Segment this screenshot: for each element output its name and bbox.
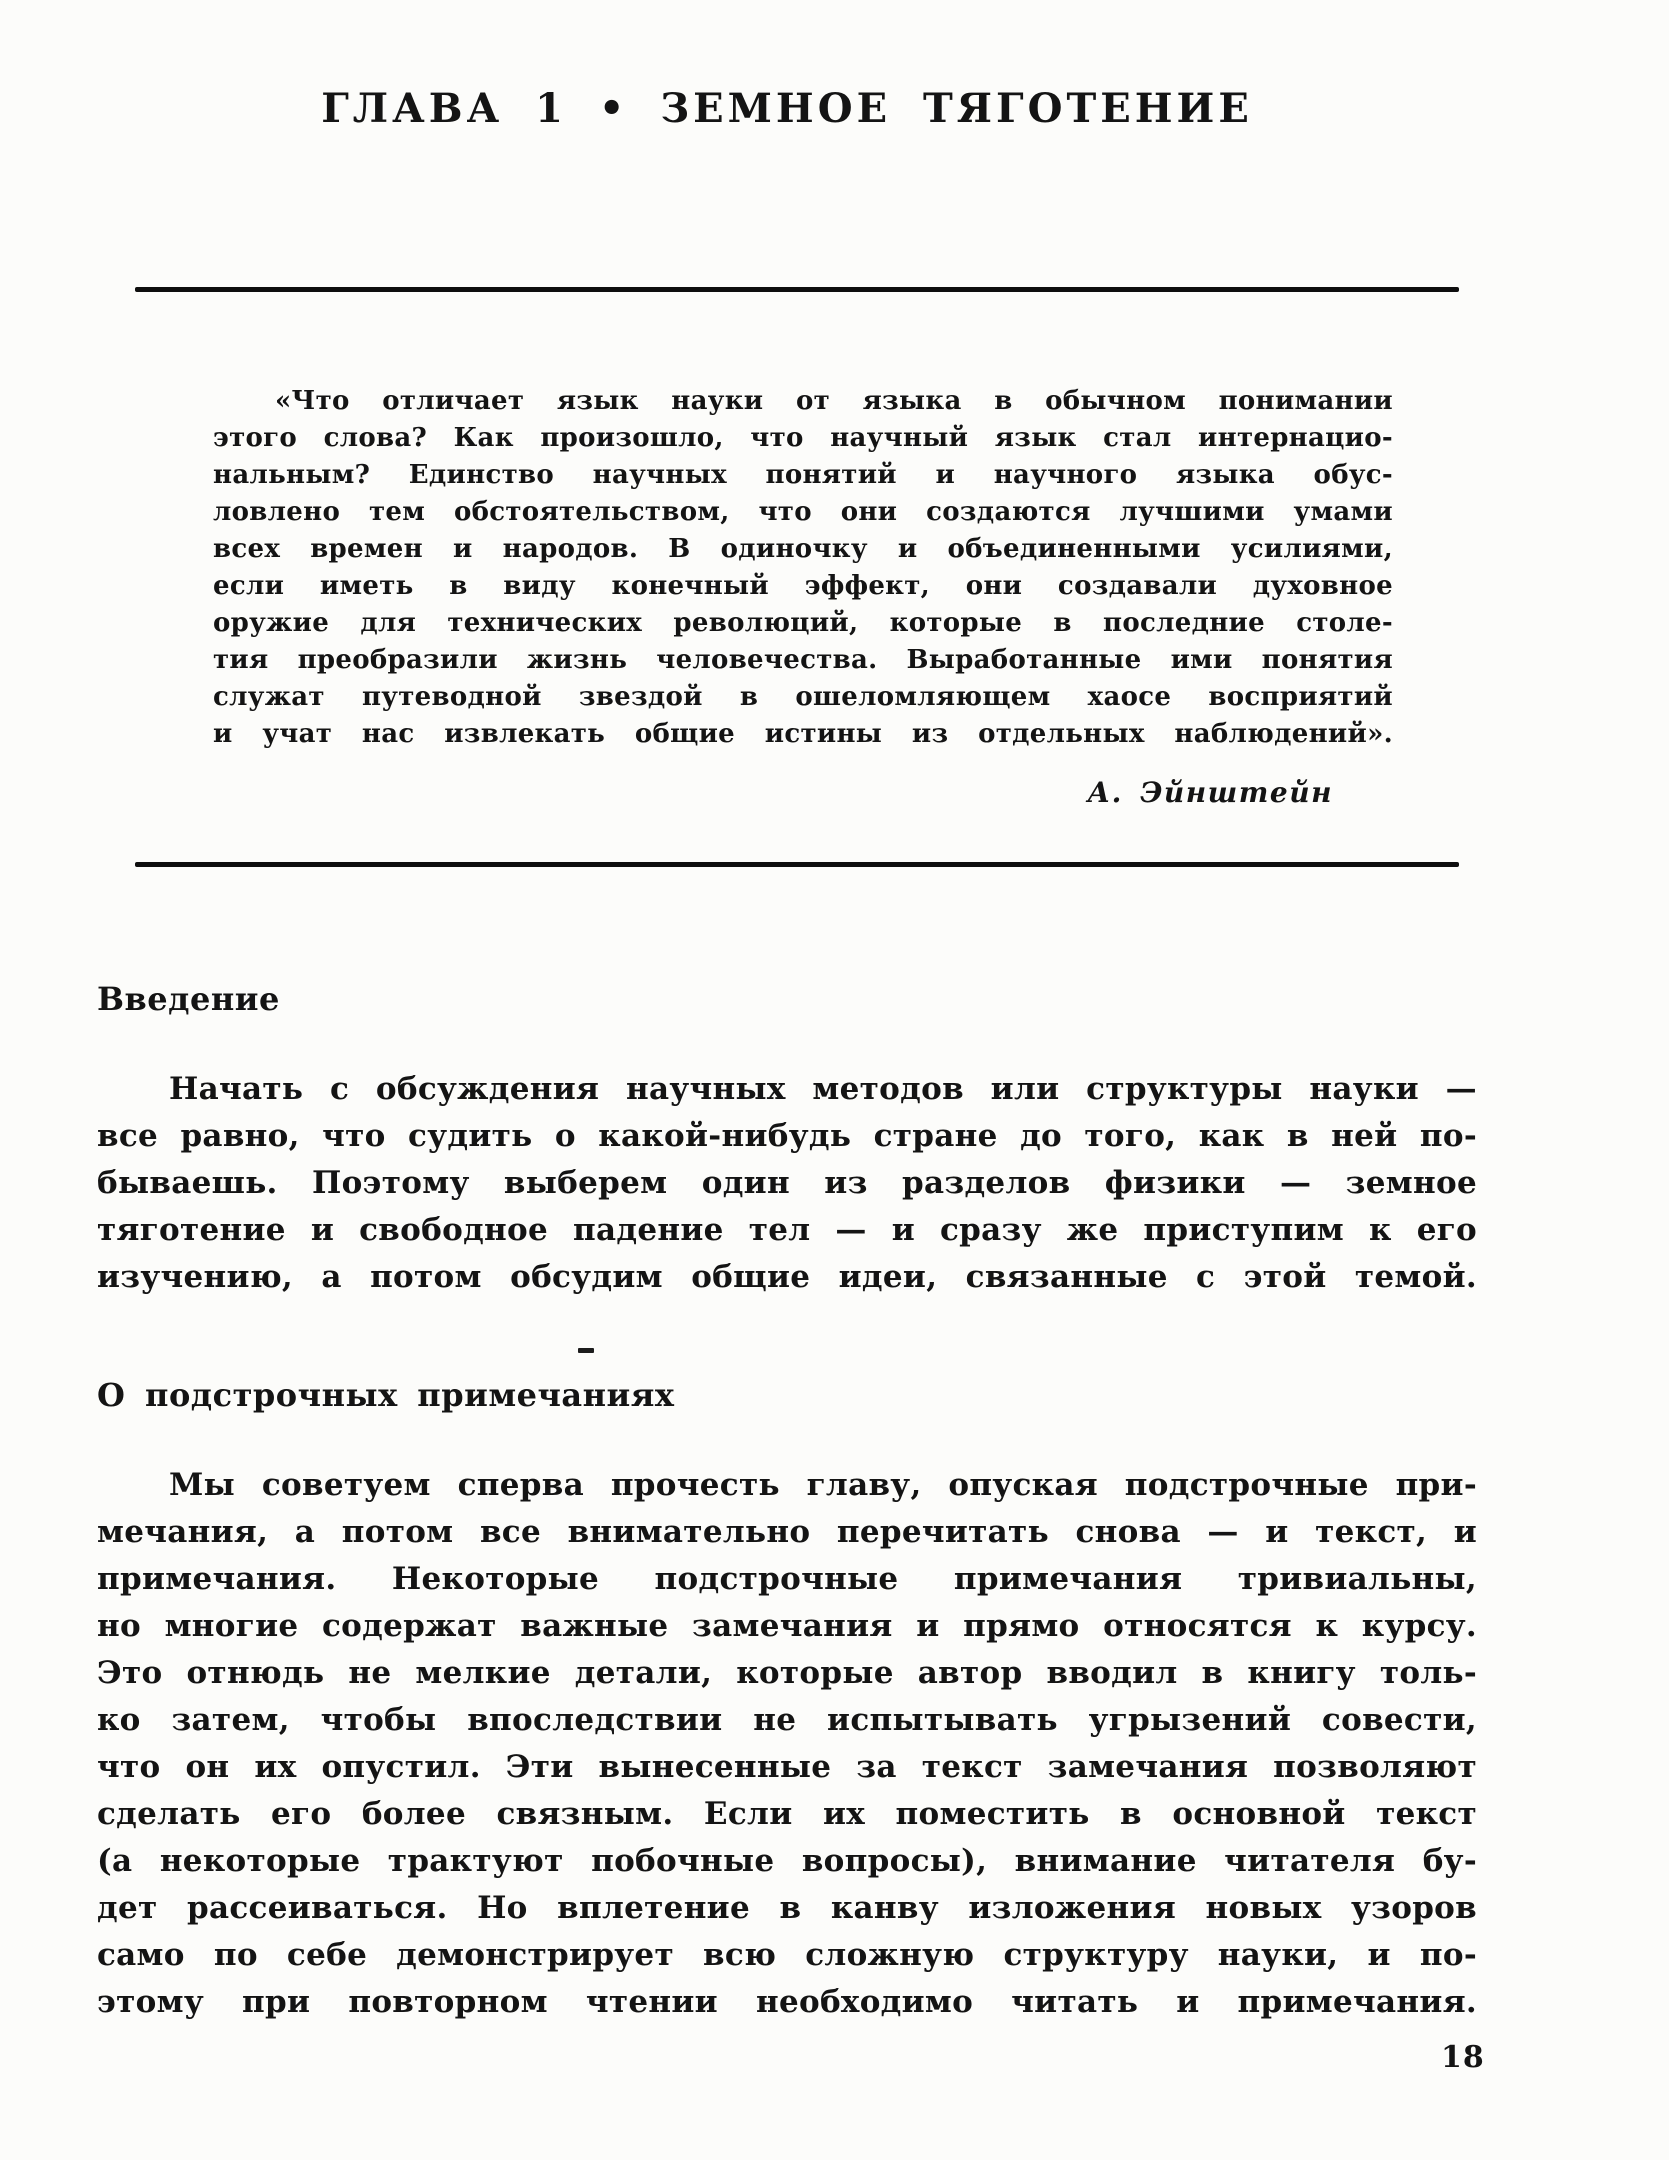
scan-artifact-dash [578,1348,594,1353]
text-line: Это отнюдь не мелкие детали, которые автор вводил в книгу толь- [97,1655,1477,1691]
text-line: оружие для технических революций, которые в последние столе- [213,608,1393,638]
text-line: и учат нас извлекать общие истины из отдельных наблюдений». [213,719,1393,749]
text-line: примечания. Некоторые подстрочные примечания тривиальны, [97,1561,1477,1597]
epigraph-quote [213,383,1393,753]
text-line: этого слова? Как произошло, что научный язык стал интернацио- [213,423,1393,453]
paragraph-footnotes [97,1462,1477,2026]
text-line: мечания, а потом все внимательно перечитать снова — и текст, и [97,1514,1477,1550]
text-line: Мы советуем сперва прочесть главу, опуская подстрочные при- [169,1467,1477,1503]
paragraph-introduction [97,1066,1477,1301]
text-line: нальным? Единство научных понятий и научного языка обус- [213,460,1393,490]
section-heading-introduction: Введение [97,980,280,1018]
text-line: дет рассеиваться. Но вплетение в канву изложения новых узоров [97,1890,1477,1926]
text-line: изучению, а потом обсудим общие идеи, связанные с этой темой. [97,1259,1477,1295]
page-number: 18 [1441,2040,1485,2075]
text-line: ловлено тем обстоятельством, что они создаются лучшими умами [213,497,1393,527]
section-heading-footnotes: О подстрочных примечаниях [97,1376,675,1414]
horizontal-rule-bottom [135,862,1459,867]
text-line: что он их опустил. Эти вынесенные за текст замечания позволяют [97,1749,1477,1785]
text-line: все равно, что судить о какой-нибудь стране до того, как в ней по- [97,1118,1477,1154]
text-line: ко затем, чтобы впоследствии не испытывать угрызений совести, [97,1702,1477,1738]
text-line: (а некоторые трактуют побочные вопросы), внимание читателя бу- [97,1843,1477,1879]
epigraph-attribution: А. Эйнштейн [1087,776,1333,809]
text-line: сделать его более связным. Если их поместить в основной текст [97,1796,1477,1832]
text-line: тяготение и свободное падение тел — и сразу же приступим к его [97,1212,1477,1248]
text-line: «Что отличает язык науки от языка в обычном понимании [275,386,1393,416]
text-line: само по себе демонстрирует всю сложную структуру науки, и по- [97,1937,1477,1973]
text-line: тия преобразили жизнь человечества. Выработанные ими понятия [213,645,1393,675]
text-line: бываешь. Поэтому выберем один из разделов физики — земное [97,1165,1477,1201]
text-line: если иметь в виду конечный эффект, они создавали духовное [213,571,1393,601]
chapter-title: ГЛАВА 1 • ЗЕМНОЕ ТЯГОТЕНИЕ [321,85,1253,132]
text-line: этому при повторном чтении необходимо читать и примечания. [97,1984,1477,2020]
text-line: служат путеводной звездой в ошеломляющем хаосе восприятий [213,682,1393,712]
text-line: всех времен и народов. В одиночку и объединенными усилиями, [213,534,1393,564]
text-line: но многие содержат важные замечания и прямо относятся к курсу. [97,1608,1477,1644]
text-line: Начать с обсуждения научных методов или структуры науки — [169,1071,1477,1107]
horizontal-rule-top [135,287,1459,292]
